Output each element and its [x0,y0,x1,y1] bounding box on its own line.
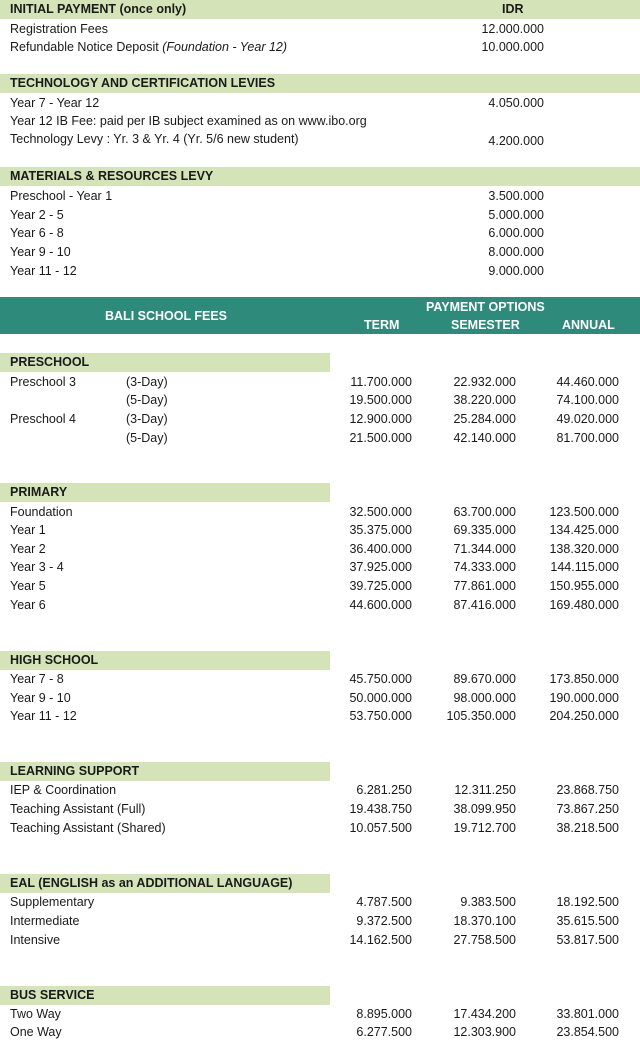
annual-amount: 169.480.000 [549,598,619,612]
term-amount: 8.895.000 [356,1007,412,1021]
semester-amount: 38.220.000 [453,393,516,407]
section-title-preschool: PRESCHOOL [10,355,90,369]
semester-amount: 9.383.500 [460,895,516,909]
fee-row [0,206,640,224]
annual-amount: 44.460.000 [556,375,619,389]
term-amount: 37.925.000 [349,560,412,574]
section-title-technology: TECHNOLOGY AND CERTIFICATION LEVIES [10,76,276,90]
semester-amount: 19.712.700 [453,821,516,835]
annual-amount: 23.868.750 [556,783,619,797]
semester-amount: 71.344.000 [453,542,516,556]
term-amount: 11.700.000 [350,375,412,389]
term-amount: 39.725.000 [349,579,412,593]
fee-row [0,1005,640,1023]
fee-row [0,577,640,595]
fee-label: Teaching Assistant (Shared) [10,821,166,835]
column-header-annual: ANNUAL [562,318,615,332]
semester-amount: 105.350.000 [446,709,516,723]
annual-amount: 144.115.000 [550,560,619,574]
section-title-materials: MATERIALS & RESOURCES LEVY [10,169,214,183]
fee-label: Two Way [10,1007,61,1021]
fee-row [0,429,640,447]
fee-row [0,558,640,576]
semester-amount: 77.861.000 [453,579,516,593]
fee-label: Preschool 3 [10,375,77,389]
fee-label: Year 5 [10,579,46,593]
annual-amount: 134.425.000 [549,523,619,537]
fee-sublabel: (3-Day) [126,412,168,426]
semester-amount: 38.099.950 [453,802,516,816]
fee-label: Year 7 - Year 12 [10,96,100,110]
fee-row [0,20,640,38]
annual-amount: 138.320.000 [549,542,619,556]
annual-amount: 38.218.500 [556,821,619,835]
annual-amount: 150.955.000 [549,579,619,593]
annual-amount: 74.100.000 [556,393,619,407]
fee-row [0,893,640,911]
fee-label: Year 6 [10,598,46,612]
annual-amount: 18.192.500 [556,895,619,909]
fee-amount: 5.000.000 [488,208,544,222]
term-amount: 35.375.000 [349,523,412,537]
fee-row [0,391,640,409]
term-amount: 10.057.500 [349,821,412,835]
section-title-initial-payment: INITIAL PAYMENT (once only) [10,2,187,16]
fee-row [0,781,640,799]
semester-amount: 17.434.200 [453,1007,516,1021]
term-amount: 50.000.000 [349,691,412,705]
annual-amount: 33.801.000 [556,1007,619,1021]
fee-label: Year 1 [10,523,46,537]
annual-amount: 123.500.000 [549,505,619,519]
fee-row [0,670,640,688]
semester-amount: 25.284.000 [453,412,516,426]
semester-amount: 27.758.500 [453,933,516,947]
fee-label: Supplementary [10,895,95,909]
fee-row [0,187,640,205]
term-amount: 19.500.000 [349,393,412,407]
fee-label: Foundation [10,505,73,519]
term-amount: 6.277.500 [356,1025,412,1039]
term-amount: 45.750.000 [349,672,412,686]
fee-label: Preschool 4 [10,412,77,426]
fee-row [0,931,640,949]
fee-label [10,38,287,56]
fee-label: Year 7 - 8 [10,672,64,686]
payment-options-header: PAYMENT OPTIONS [426,300,545,314]
semester-amount: 69.335.000 [453,523,516,537]
fee-amount: 9.000.000 [488,264,544,278]
term-amount: 19.438.750 [349,802,412,816]
fee-label: Year 11 - 12 [10,709,77,723]
fee-sublabel: (5-Day) [126,393,168,407]
annual-amount: 49.020.000 [556,412,619,426]
fee-row [0,94,640,112]
fee-row [0,373,640,391]
fee-label: Year 2 - 5 [10,208,64,222]
semester-amount: 18.370.100 [453,914,516,928]
term-amount: 14.162.500 [349,933,412,947]
section-title-bus-service: BUS SERVICE [10,988,95,1002]
fee-label: Year 6 - 8 [10,226,64,240]
term-amount: 36.400.000 [349,542,412,556]
fee-row [0,707,640,725]
section-title-primary: PRIMARY [10,485,68,499]
term-amount: 21.500.000 [349,431,412,445]
annual-amount: 23.854.500 [556,1025,619,1039]
annual-amount: 73.867.250 [556,802,619,816]
semester-amount: 12.311.250 [454,783,516,797]
term-amount: 9.372.500 [356,914,412,928]
column-header-term: TERM [364,318,400,332]
annual-amount: 173.850.000 [549,672,619,686]
fee-row [0,38,640,56]
fee-label: Year 3 - 4 [10,560,64,574]
fee-amount: 6.000.000 [488,226,544,240]
term-amount: 4.787.500 [356,895,412,909]
fees-header-bar [0,297,640,334]
semester-amount: 89.670.000 [453,672,516,686]
fee-row [0,596,640,614]
fee-row [0,112,640,130]
fee-row [0,1023,640,1041]
section-title-high-school: HIGH SCHOOL [10,653,99,667]
annual-amount: 190.000.000 [549,691,619,705]
fee-amount: 10.000.000 [481,40,544,54]
semester-amount: 22.932.000 [453,375,516,389]
fee-row [0,912,640,930]
fee-label: Registration Fees [10,22,108,36]
fee-label: Year 2 [10,542,46,556]
fee-label: Technology Levy : Yr. 3 & Yr. 4 (Yr. 5/6 new student) [10,132,299,146]
fee-label: Preschool - Year 1 [10,189,113,203]
semester-amount: 12.303.900 [453,1025,516,1039]
fee-label: One Way [10,1025,62,1039]
fee-sublabel: (3-Day) [126,375,168,389]
fee-amount: 4.050.000 [488,96,544,110]
section-title-eal: EAL (ENGLISH as an ADDITIONAL LANGUAGE) [10,876,293,890]
fee-sublabel: (5-Day) [126,431,168,445]
fee-amount: 3.500.000 [488,189,544,203]
annual-amount: 35.615.500 [556,914,619,928]
term-amount: 6.281.250 [356,783,412,797]
semester-amount: 74.333.000 [453,560,516,574]
fee-label: IEP & Coordination [10,783,117,797]
fee-label-text: Refundable Notice Deposit [10,40,159,54]
fee-row [0,243,640,261]
fee-amount: 8.000.000 [488,245,544,259]
fee-row [0,819,640,837]
currency-header: IDR [502,2,524,16]
annual-amount: 204.250.000 [549,709,619,723]
fee-row [0,540,640,558]
fee-row [0,224,640,242]
fee-row [0,521,640,539]
term-amount: 44.600.000 [349,598,412,612]
fee-amount: 4.200.000 [488,134,544,148]
fee-row [0,262,640,280]
semester-amount: 98.000.000 [453,691,516,705]
annual-amount: 53.817.500 [556,933,619,947]
fee-row [0,689,640,707]
term-amount: 32.500.000 [349,505,412,519]
section-title-learning-support: LEARNING SUPPORT [10,764,140,778]
column-header-semester: SEMESTER [451,318,520,332]
fee-label: Year 9 - 10 [10,691,71,705]
fee-label: Teaching Assistant (Full) [10,802,146,816]
fees-title: BALI SCHOOL FEES [105,309,228,323]
fee-label: Year 9 - 10 [10,245,71,259]
semester-amount: 87.416.000 [453,598,516,612]
fee-row [0,410,640,428]
fee-label: Intensive [10,933,61,947]
semester-amount: 42.140.000 [453,431,516,445]
fee-row [0,800,640,818]
term-amount: 53.750.000 [349,709,412,723]
fee-label: Year 12 IB Fee: paid per IB subject examined as on www.ibo.org [10,114,367,128]
fee-label: Year 11 - 12 [10,264,77,278]
fee-label-note: (Foundation - Year 12) [162,40,288,54]
fee-label: Intermediate [10,914,80,928]
annual-amount: 81.700.000 [556,431,619,445]
semester-amount: 63.700.000 [453,505,516,519]
term-amount: 12.900.000 [349,412,412,426]
fee-amount: 12.000.000 [481,22,544,36]
fee-row [0,130,640,148]
fee-row [0,503,640,521]
